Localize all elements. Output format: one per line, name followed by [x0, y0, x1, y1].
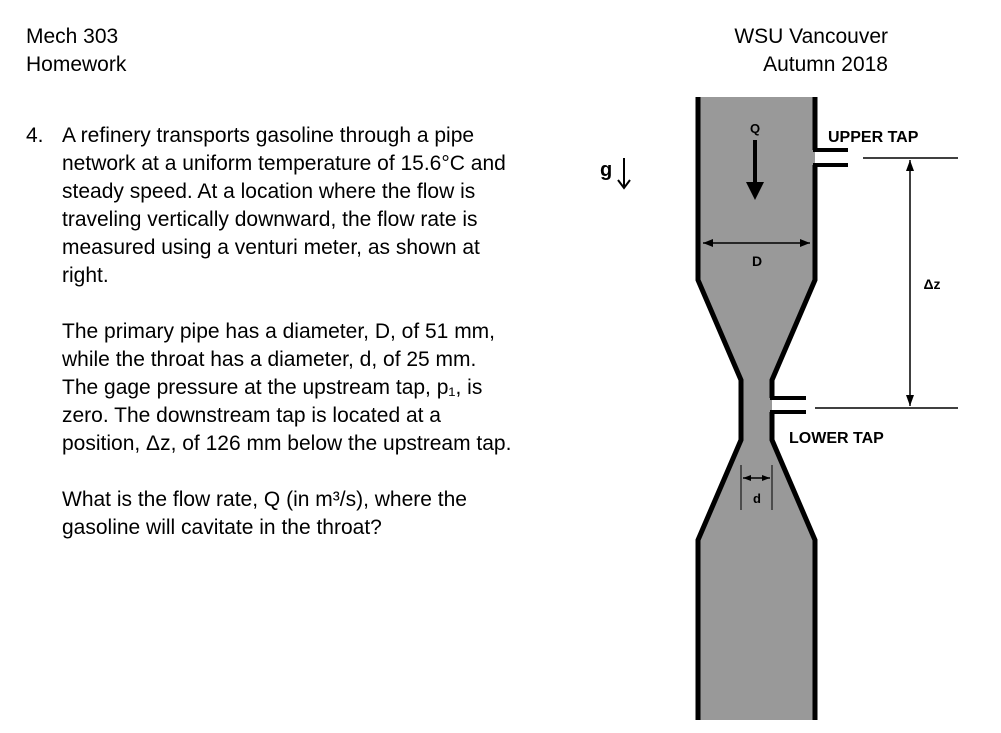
text-line: What is the flow rate, Q (in m³/s), where the [62, 488, 467, 511]
elevation-label: Δz [923, 276, 941, 292]
text-line: while the throat has a diameter, d, of 25 mm. [62, 348, 477, 371]
header-left [26, 23, 126, 79]
text-line: gasoline will cavitate in the throat? [62, 516, 382, 539]
lower-tap-label: LOWER TAP [789, 430, 884, 447]
text-line: network at a uniform temperature of 15.6°C and [62, 152, 506, 175]
text-line: position, Δz, of 126 mm below the upstream tap. [62, 432, 512, 455]
throat-diameter-label: d [753, 491, 761, 506]
problem-number: 4. [26, 124, 44, 147]
assignment-name: Homework [26, 53, 127, 76]
text-line: A refinery transports gasoline through a pipe [62, 124, 475, 147]
text-line: steady speed. At a location where the flow is [62, 180, 476, 203]
text-line: traveling vertically downward, the flow rate is [62, 208, 478, 231]
upper-tap [813, 150, 848, 165]
problem-question [62, 486, 607, 542]
text-line: measured using a venturi meter, as shown at [62, 236, 480, 259]
text-line: zero. The downstream tap is located at a [62, 404, 441, 427]
course-name: Mech 303 [26, 25, 119, 48]
venturi-meter-diagram [680, 90, 980, 730]
institution-name: WSU Vancouver [734, 25, 888, 48]
gravity-label: g [600, 159, 613, 181]
problem-paragraph-1 [62, 122, 607, 290]
text-line: The primary pipe has a diameter, D, of 51 mm, [62, 320, 496, 343]
upper-tap-label: UPPER TAP [828, 129, 919, 146]
text-line: right. [62, 264, 109, 287]
gravity-arrow-icon [600, 156, 640, 196]
elevation-dimension-icon [906, 160, 914, 406]
text-line: The gage pressure at the upstream tap, p₁, is [62, 376, 483, 399]
pipe-diameter-label: D [751, 253, 763, 269]
term-name: Autumn 2018 [763, 53, 888, 76]
flow-label: Q [749, 121, 761, 136]
problem-paragraph-2 [62, 318, 607, 458]
lower-tap [770, 398, 806, 412]
header-right [690, 23, 888, 79]
gravity-indicator [600, 156, 640, 196]
